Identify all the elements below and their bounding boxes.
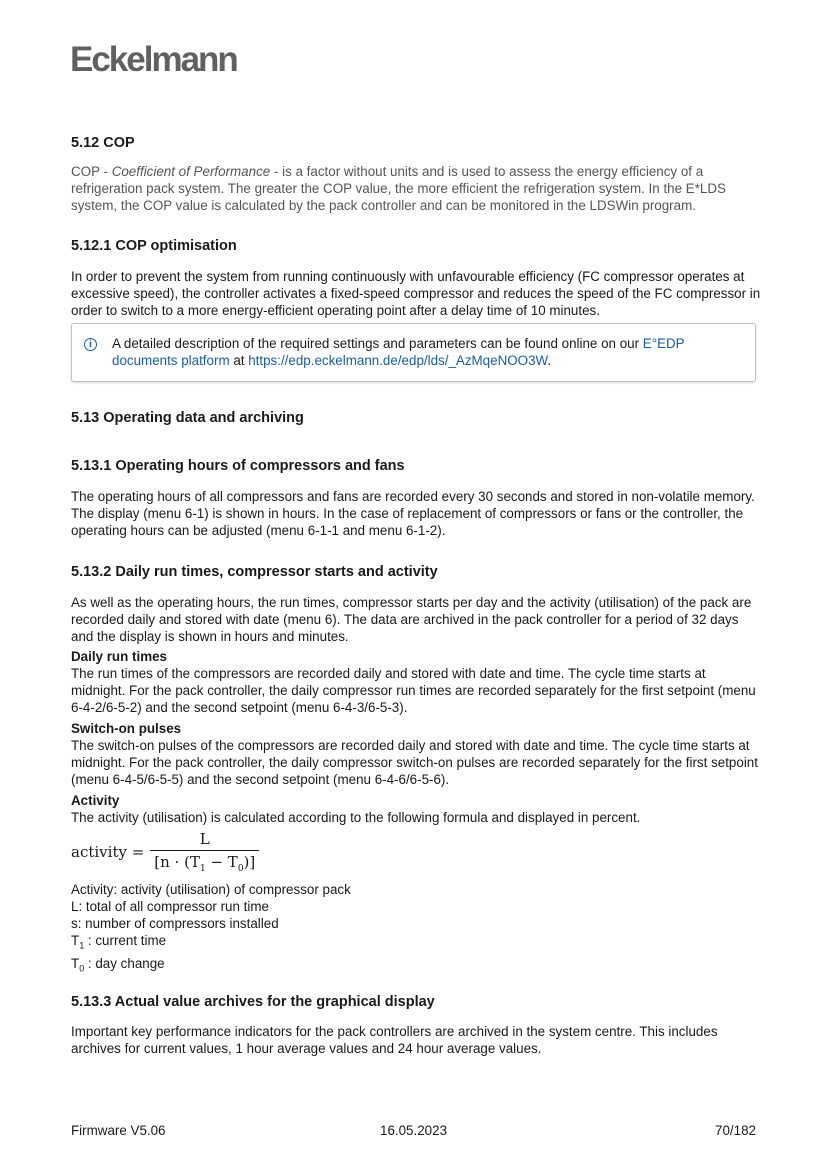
t: 1 [199, 864, 206, 874]
t: 0 [79, 963, 85, 974]
footer-page-number: 70/182 [715, 1123, 756, 1138]
activity-title: Activity [71, 793, 120, 808]
text: . [547, 353, 552, 368]
text: A detailed description of the required settings and parameters can be found online on our [112, 336, 643, 351]
t: T [71, 933, 80, 948]
cop-optimisation-paragraph: In order to prevent the system from running continuously with unfavourable efficiency (FC compressor operates at excessive speed), the controller activates a fixed-speed compressor and reduces the speed of the FC compressor in order to switch to a more energy-efficient operating point after a delay time of 10 minutes. [71, 269, 761, 318]
info-note-text [112, 335, 732, 369]
t: 1 [79, 940, 85, 951]
definition: s: number of compressors installed [71, 916, 279, 931]
t: T [71, 955, 80, 971]
eckelmann-logo: Eckelmann [70, 40, 237, 79]
archives-paragraph: Important key performance indicators for the pack controllers are archived in the system centre. This includes archives for current values, 1 hour average values and 24 hour average values. [71, 1024, 718, 1056]
t: − T [205, 853, 238, 871]
formula-numerator: L [199, 830, 210, 848]
definition: Activity: activity (utilisation) of compressor pack [71, 882, 351, 897]
section-heading-5-12: 5.12 COP [71, 135, 135, 151]
text: COP - [71, 164, 112, 179]
switch-on-pulses-title: Switch-on pulses [71, 721, 182, 736]
edp-platform-link[interactable]: E°EDP documents platform [112, 336, 685, 368]
switch-on-pulses-paragraph: The switch-on pulses of the compressors are recorded daily and stored with date and time. The cycle time starts at midnight. For the pack controller, the daily compressor switch-on pulses are recorded separately for the first setpoint (menu 6-4-5/6-5-5) and the second setpoint (menu 6-4-6/6-5-6). [71, 738, 758, 787]
t: [n · (T [154, 853, 200, 871]
formula-fraction [150, 830, 259, 874]
info-note-box [71, 323, 756, 382]
formula-lhs: activity = [71, 843, 145, 861]
section-heading-5-13-1: 5.13.1 Operating hours of compressors and fans [71, 458, 405, 474]
section-heading-5-13-3: 5.13.3 Actual value archives for the graphical display [71, 994, 435, 1010]
emphasis: Coefficient of Performance [111, 164, 271, 179]
t: 0 [237, 864, 244, 874]
activity-paragraph: The activity (utilisation) is calculated according to the following formula and displayed in percent. [71, 810, 641, 825]
t: : day change [84, 955, 165, 971]
text: at [229, 353, 249, 368]
info-icon: i [84, 338, 97, 351]
footer-firmware: Firmware V5.06 [71, 1123, 166, 1138]
daily-run-times-title: Daily run times [71, 649, 167, 664]
definition [71, 932, 761, 955]
cop-paragraph [71, 163, 761, 214]
footer-date: 16.05.2023 [380, 1123, 448, 1138]
edp-url-link[interactable]: https://edp.eckelmann.de/edp/lds/_AzMqeNOO3W [248, 353, 548, 368]
t: : current time [84, 933, 167, 948]
formula-denominator [150, 850, 259, 874]
section-heading-5-12-1: 5.12.1 COP optimisation [71, 238, 237, 254]
section-heading-5-13: 5.13 Operating data and archiving [71, 410, 304, 426]
t: )] [243, 853, 256, 871]
run-times-paragraph: As well as the operating hours, the run times, compressor starts per day and the activity (utilisation) of the pack are recorded daily and stored with date (menu 6). The data are archived in the pack controller for a period of 32 days and the display is shown in hours and minutes. [71, 595, 752, 644]
text: - is a factor without units and is used to assess the energy efficiency of a refrigeration pack system. The greater the COP value, the more efficient the refrigeration system. In the E*LDS system, the COP value is calculated by the pack controller and can be monitored in the LDSWin program. [71, 164, 726, 213]
operating-hours-paragraph: The operating hours of all compressors and fans are recorded every 30 seconds and stored in non-volatile memory. The display (menu 6-1) is shown in hours. In the case of replacement of compressors or fans or the controller, the operating hours can be adjusted (menu 6-1-1 and menu 6-1-2). [71, 489, 755, 538]
section-heading-5-13-2: 5.13.2 Daily run times, compressor starts and activity [71, 564, 438, 580]
definition [71, 955, 761, 978]
definition: L: total of all compressor run time [71, 899, 269, 914]
daily-run-times-paragraph: The run times of the compressors are recorded daily and stored with date and time. The cycle time starts at midnight. For the pack controller, the daily compressor run times are recorded separately for the first setpoint (menu 6-4-2/6-5-2) and the second setpoint (menu 6-4-3/6-5-3). [71, 666, 756, 715]
activity-formula [71, 830, 259, 874]
formula-definitions [71, 881, 761, 977]
